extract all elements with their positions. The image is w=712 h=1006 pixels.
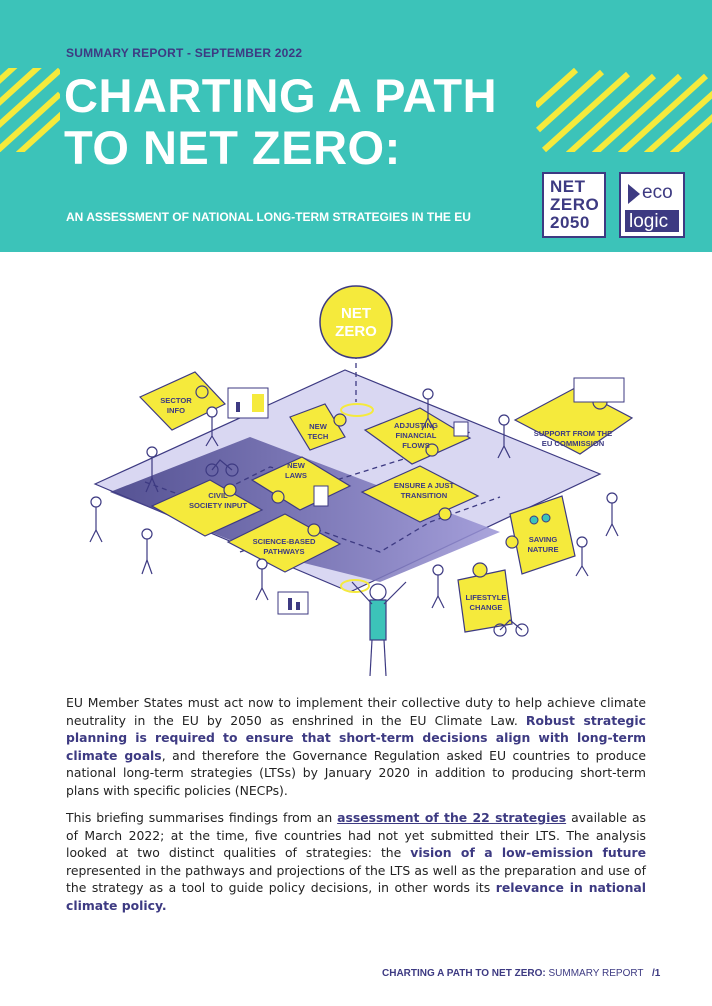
goal-text: ZERO [335,323,377,340]
page-number: /1 [652,968,661,979]
footer-title: CHARTING A PATH TO NET ZERO: [382,968,546,979]
left-stripes-decoration [0,68,60,152]
logo-text: eco [642,182,673,203]
meeting-board-icon [574,378,624,402]
piece-label: NEW [287,461,305,470]
person-figure [432,565,444,608]
chart-board-icon [278,592,308,614]
piece-label: EU COMMISSION [541,439,605,448]
piece-label: ADJUSTING [394,421,438,430]
paragraph-1 [66,694,646,799]
report-header [0,0,712,252]
highlight-text: vision of a low-emission future [410,845,647,860]
piece-label: FINANCIAL [395,431,437,440]
highlight-text: relevance in national climate policy. [66,880,646,913]
piece-label: SOCIETY INPUT [188,501,248,510]
logo-triangle-icon [628,184,640,204]
piece-label: ENSURE A JUST [393,481,455,490]
piece-label: TECH [307,432,329,441]
piece-label: FLOWS [402,441,430,450]
footer-suffix: SUMMARY REPORT [545,968,644,979]
logo-text: 2050 [550,213,590,232]
piece-label: INFO [166,406,186,415]
piece-label: NEW [309,422,327,431]
logo-text: ZERO [550,195,600,214]
piece-label: SECTOR [160,396,192,405]
coins-icon [454,422,468,436]
piece-label: PATHWAYS [263,547,305,556]
piece-label: LIFESTYLE [465,593,507,602]
piece-label: TRANSITION [400,491,448,500]
piece-label: SCIENCE-BASED [252,537,316,546]
piece-label: LAWS [285,471,307,480]
person-figure [606,493,618,536]
ecologic-logo [619,172,685,238]
text-span: represented in the pathways and projections of the LTS as well as the preparation and use of the strategy as a tool to guide policy decisions, in other words its [66,862,646,895]
net-zero-goal-circle [320,286,392,358]
logo-text: logic [629,211,669,232]
text-span: available as of March 2022; at the time, five countries had not yet submitted their LTS. The analysis looked at two distinct qualities of strategies: the [66,810,647,860]
title-line-2: TO NET ZERO: [64,121,401,174]
text-span: This briefing summarises findings from an [66,810,338,825]
highlight-text: Robust strategic planning is required to ensure that short-term decisions align with long-term climate goals [66,712,647,763]
chart-board-icon [228,388,268,418]
right-stripes-decoration [536,68,712,152]
page-title [64,70,534,174]
puzzle-piece-lifestyle-change [458,563,512,632]
puzzle-illustration [0,252,712,688]
goal-text: NET [341,305,371,322]
document-icon [314,486,328,506]
assessment-link[interactable]: assessment of the 22 strategies [337,810,567,825]
page-subtitle: AN ASSESSMENT OF NATIONAL LONG-TERM STRATEGIES IN THE EU [66,210,471,224]
title-line-1: CHARTING A PATH [64,69,498,122]
piece-label: NATURE [527,545,559,554]
page-footer [382,968,644,979]
person-figure [90,497,102,542]
summary-body [66,694,646,924]
piece-label: CIVIL [208,491,228,500]
text-span: EU Member States must act now to implement their collective duty to help achieve climate neutrality in the EU by 2050 as enshrined in the EU Climate Law. [66,695,646,728]
logo-text: NET [550,177,586,196]
person-figure [256,559,268,600]
net-zero-2050-logo [542,172,606,238]
piece-label: SUPPORT FROM THE [533,429,613,438]
piece-label: CHANGE [469,603,503,612]
piece-label: SAVING [528,535,558,544]
person-figure [142,529,152,574]
person-figure [576,537,588,576]
report-kicker: SUMMARY REPORT - SEPTEMBER 2022 [66,46,303,60]
paragraph-2 [66,809,646,914]
text-span: , and therefore the Governance Regulation asked EU countries to produce national long-term strategies (LTSs) by January 2020 in addition to producing short-term plans with specific policies (NECPs). [66,747,646,798]
person-figure [352,582,406,676]
